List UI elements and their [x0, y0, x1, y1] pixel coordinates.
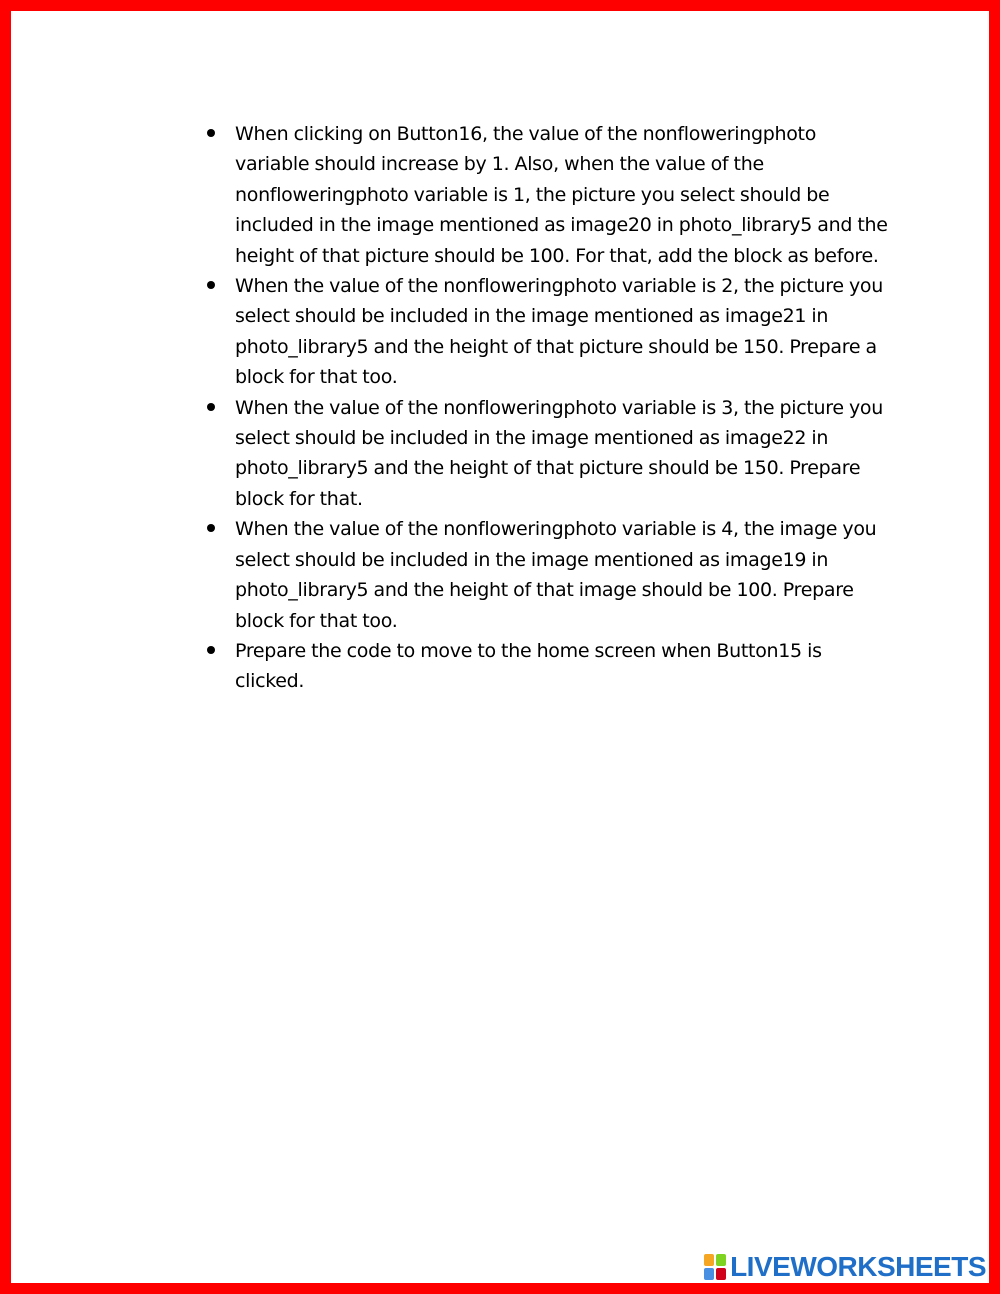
liveworksheets-logo[interactable]	[704, 1253, 986, 1281]
bullet-icon	[207, 281, 215, 289]
liveworksheets-logo-icon	[704, 1254, 726, 1280]
list-item	[204, 271, 894, 393]
list-item	[204, 119, 894, 271]
logo-square	[704, 1268, 714, 1280]
logo-square	[716, 1254, 726, 1266]
bullet-icon	[207, 403, 215, 411]
logo-square	[704, 1254, 714, 1266]
list-item	[204, 636, 894, 697]
list-item-text: When the value of the nonfloweringphoto variable is 2, the picture you select should be included in the image mentioned as image21 in photo_library5 and the height of that picture should be 150. Prepare a block for that too.	[235, 275, 884, 389]
bullet-icon	[207, 524, 215, 532]
list-item-text: When the value of the nonfloweringphoto variable is 3, the picture you select should be included in the image mentioned as image22 in photo_library5 and the height of that picture should be 150. Prepare block for that.	[235, 396, 884, 510]
logo-square	[716, 1268, 726, 1280]
instruction-list	[204, 119, 894, 697]
list-item	[204, 393, 894, 515]
bullet-icon	[207, 129, 215, 137]
list-item-text: When clicking on Button16, the value of the nonfloweringphoto variable should increase by 1. Also, when the value of the nonfloweringphoto variable is 1, the picture you select should be included in the image mentioned as image20 in photo_library5 and the height of that picture should be 100. For that, add the block as before.	[235, 123, 888, 267]
list-item-text: When the value of the nonfloweringphoto variable is 4, the image you select should be included in the image mentioned as image19 in photo_library5 and the height of that image should be 100. Prepare block for that too.	[235, 518, 877, 632]
list-item-text: Prepare the code to move to the home screen when Button15 is clicked.	[235, 639, 822, 693]
list-item	[204, 514, 894, 636]
bullet-icon	[207, 646, 215, 654]
logo-text: LIVEWORKSHEETS	[730, 1251, 986, 1282]
